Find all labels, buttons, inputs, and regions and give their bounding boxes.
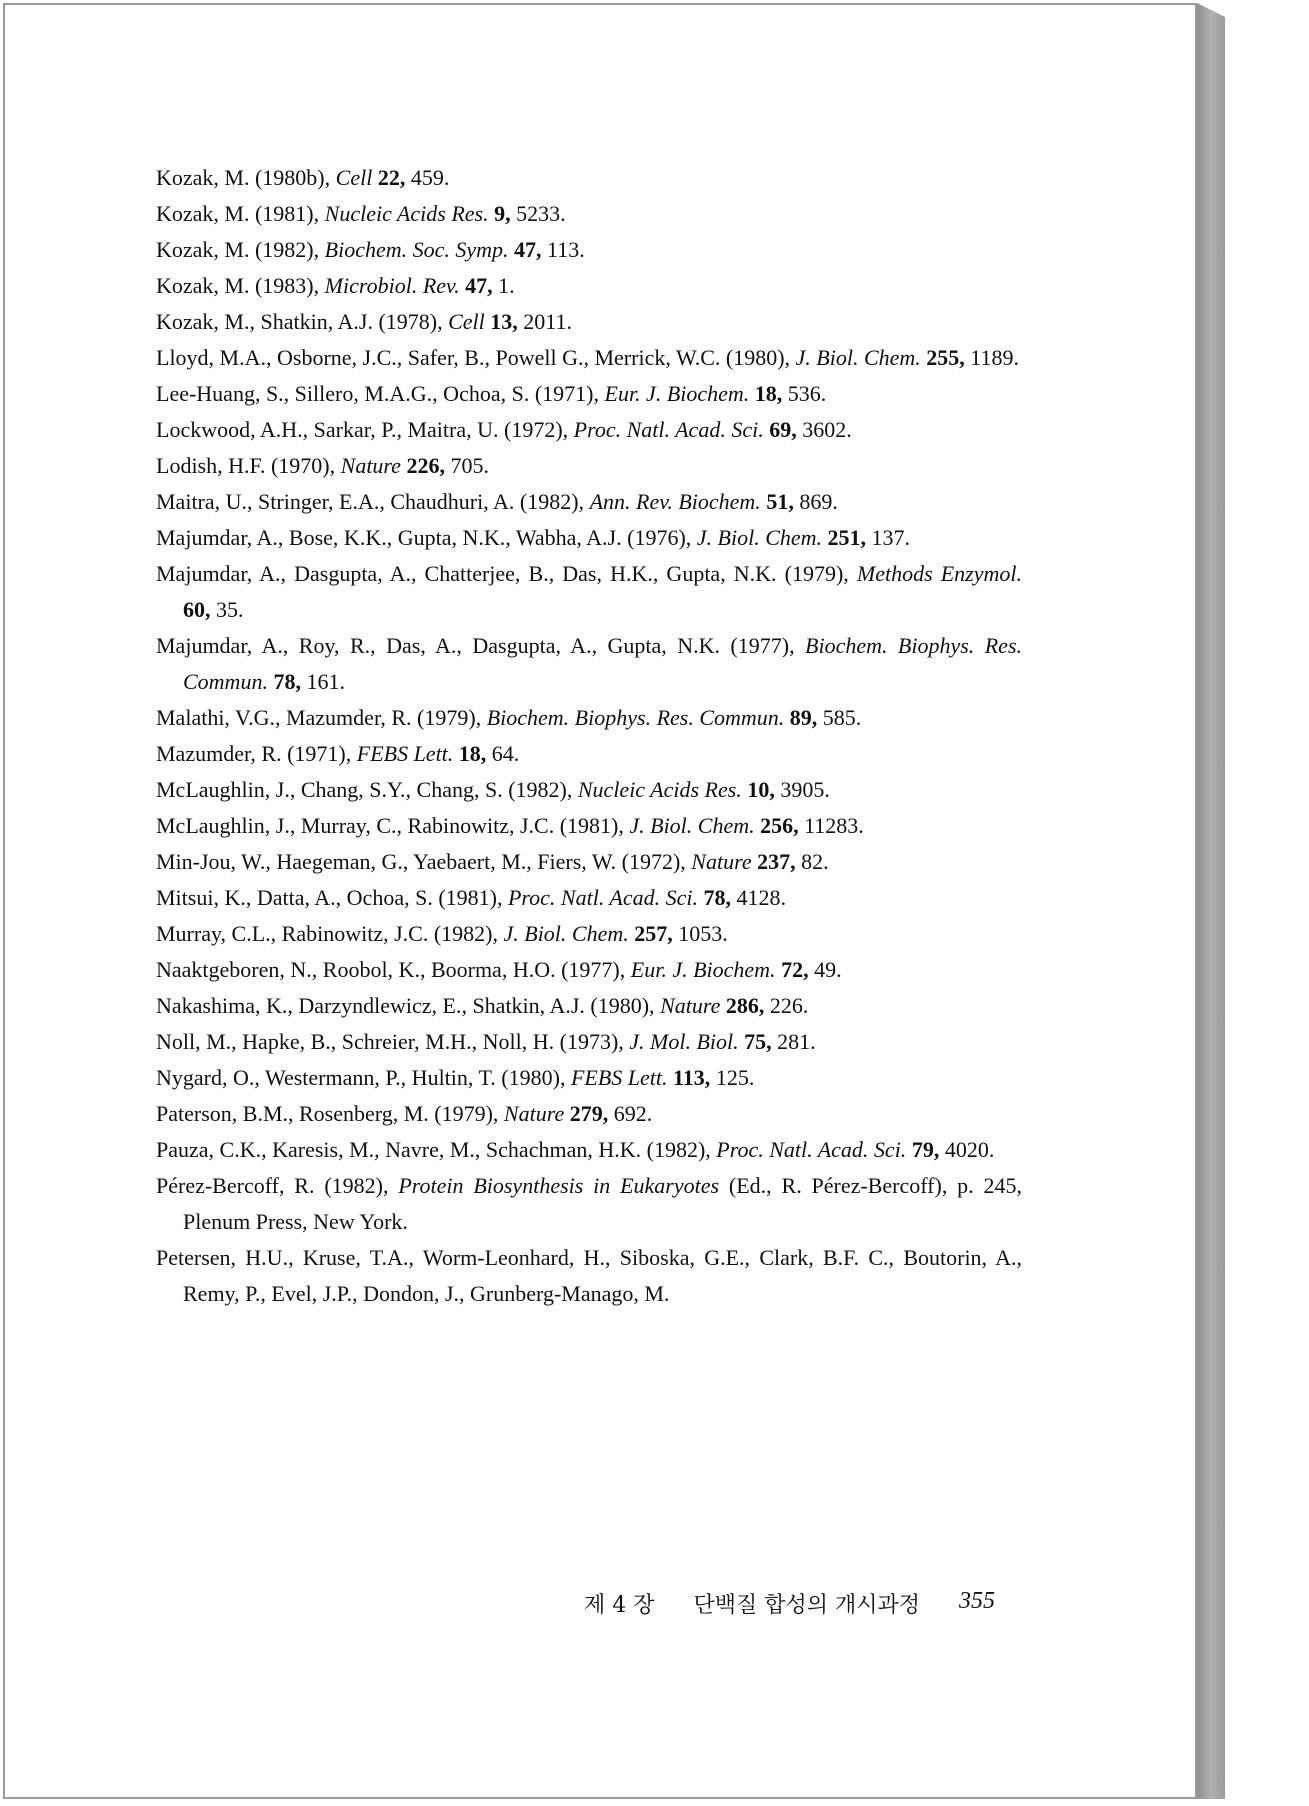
reference-volume: 47, xyxy=(514,237,542,262)
reference-journal: J. Biol. Chem. xyxy=(629,813,755,838)
reference-pages: 82. xyxy=(801,849,829,874)
reference-authors: Petersen, H.U., Kruse, T.A., Worm-Leonhard, H., Siboska, G.E., Clark, B.F. C., Boutorin, A., Remy, P., Evel, J.P., Dondon, J., Grunberg-Manago, M. xyxy=(156,1245,1022,1306)
footer-title: 단백질 합성의 개시과정 xyxy=(693,1593,920,1618)
reference-journal: Proc. Natl. Acad. Sci. xyxy=(716,1137,907,1162)
reference-entry xyxy=(156,1132,1022,1168)
reference-pages: 113. xyxy=(547,237,585,262)
reference-journal: FEBS Lett. xyxy=(356,741,454,766)
reference-pages: 226. xyxy=(769,993,809,1018)
reference-authors: Lee-Huang, S., Sillero, M.A.G., Ochoa, S. (1971), xyxy=(156,381,599,406)
reference-journal: J. Biol. Chem. xyxy=(503,921,629,946)
reference-authors: Nygard, O., Westermann, P., Hultin, T. (1980), xyxy=(156,1065,566,1090)
reference-authors: Kozak, M., Shatkin, A.J. (1978), xyxy=(156,309,443,334)
reference-journal: Eur. J. Biochem. xyxy=(604,381,750,406)
reference-authors: Lodish, H.F. (1970), xyxy=(156,453,336,478)
reference-authors: Majumdar, A., Dasgupta, A., Chatterjee, B., Das, H.K., Gupta, N.K. (1979), xyxy=(156,561,849,586)
reference-volume: 9, xyxy=(494,201,511,226)
reference-volume: 47, xyxy=(465,273,493,298)
reference-volume: 237, xyxy=(757,849,796,874)
reference-authors: McLaughlin, J., Murray, C., Rabinowitz, J.C. (1981), xyxy=(156,813,624,838)
reference-volume: 60, xyxy=(183,597,211,622)
reference-pages: 4128. xyxy=(736,885,786,910)
reference-entry xyxy=(156,880,1022,916)
reference-volume: 18, xyxy=(458,741,487,766)
reference-volume: 257, xyxy=(634,921,673,946)
reference-pages: 692. xyxy=(613,1101,653,1126)
reference-authors: Mitsui, K., Datta, A., Ochoa, S. (1981), xyxy=(156,885,503,910)
reference-volume: 22, xyxy=(377,165,406,190)
reference-pages: 35. xyxy=(216,597,244,622)
reference-entry xyxy=(156,916,1022,952)
reference-authors: Murray, C.L., Rabinowitz, J.C. (1982), xyxy=(156,921,498,946)
reference-volume: 51, xyxy=(766,489,794,514)
reference-journal: Methods Enzymol. xyxy=(856,561,1023,586)
reference-authors: Pérez-Bercoff, R. (1982), xyxy=(156,1173,389,1198)
reference-entry xyxy=(156,808,1022,844)
reference-entry xyxy=(156,1060,1022,1096)
reference-journal: Nature xyxy=(340,453,401,478)
reference-authors: Lloyd, M.A., Osborne, J.C., Safer, B., Powell G., Merrick, W.C. (1980), xyxy=(156,345,791,370)
page-number: 355 xyxy=(958,1588,995,1614)
reference-journal: Nature xyxy=(503,1101,565,1126)
page-edge-shadow xyxy=(1197,3,1225,1799)
reference-list xyxy=(156,160,1022,1312)
reference-journal: Nature xyxy=(691,849,752,874)
footer-chapter: 제 4 장 xyxy=(584,1593,655,1618)
reference-entry xyxy=(156,1240,1022,1312)
reference-entry xyxy=(156,700,1022,736)
reference-journal: J. Biol. Chem. xyxy=(795,345,921,370)
reference-authors: Kozak, M. (1981), xyxy=(156,201,320,226)
reference-authors: Kozak, M. (1983), xyxy=(156,273,320,298)
reference-authors: Min-Jou, W., Haegeman, G., Yaebaert, M., Fiers, W. (1972), xyxy=(156,849,686,874)
reference-volume: 72, xyxy=(781,957,809,982)
reference-authors: Majumdar, A., Bose, K.K., Gupta, N.K., Wabha, A.J. (1976), xyxy=(156,525,692,550)
reference-entry xyxy=(156,772,1022,808)
reference-pages: 705. xyxy=(450,453,489,478)
reference-volume: 286, xyxy=(725,993,765,1018)
reference-entry xyxy=(156,196,1022,232)
reference-pages: 64. xyxy=(491,741,520,766)
reference-entry xyxy=(156,1024,1022,1060)
reference-volume: 13, xyxy=(490,309,518,334)
reference-entry xyxy=(156,628,1022,700)
reference-volume: 255, xyxy=(926,345,965,370)
reference-journal: Proc. Natl. Acad. Sci. xyxy=(507,885,698,910)
reference-volume: 89, xyxy=(789,705,818,730)
reference-entry xyxy=(156,412,1022,448)
reference-pages: 5233. xyxy=(516,201,566,226)
reference-pages: 125. xyxy=(715,1065,755,1090)
reference-volume: 113, xyxy=(673,1065,711,1090)
reference-journal: Ann. Rev. Biochem. xyxy=(589,489,761,514)
reference-pages: 49. xyxy=(814,957,842,982)
reference-volume: 18, xyxy=(754,381,783,406)
reference-volume: 79, xyxy=(911,1137,940,1162)
reference-authors: Majumdar, A., Roy, R., Das, A., Dasgupta, A., Gupta, N.K. (1977), xyxy=(156,633,795,658)
reference-entry xyxy=(156,376,1022,412)
reference-volume: 78, xyxy=(273,669,301,694)
reference-journal: Microbiol. Rev. xyxy=(324,273,460,298)
reference-volume: 251, xyxy=(827,525,867,550)
reference-journal: Biochem. Biophys. Res. Commun. xyxy=(183,633,1022,694)
reference-pages: 869. xyxy=(799,489,838,514)
reference-journal: Protein Biosynthesis in Eukaryotes xyxy=(398,1173,720,1198)
reference-journal: J. Biol. Chem. xyxy=(696,525,823,550)
reference-authors: Mazumder, R. (1971), xyxy=(156,741,352,766)
reference-authors: Kozak, M. (1980b), xyxy=(156,165,331,190)
reference-entry xyxy=(156,160,1022,196)
reference-volume: 75, xyxy=(744,1029,772,1054)
reference-pages: 459. xyxy=(410,165,450,190)
reference-pages: 3602. xyxy=(802,417,852,442)
reference-volume: 279, xyxy=(569,1101,609,1126)
reference-authors: McLaughlin, J., Chang, S.Y., Chang, S. (1982), xyxy=(156,777,573,802)
reference-pages: 2011. xyxy=(523,309,572,334)
reference-entry xyxy=(156,952,1022,988)
reference-entry xyxy=(156,340,1022,376)
reference-journal: Eur. J. Biochem. xyxy=(630,957,776,982)
reference-journal: Biochem. Soc. Symp. xyxy=(324,237,509,262)
reference-pages: 137. xyxy=(871,525,911,550)
reference-entry xyxy=(156,844,1022,880)
reference-entry xyxy=(156,232,1022,268)
reference-volume: 69, xyxy=(769,417,797,442)
reference-entry xyxy=(156,988,1022,1024)
reference-journal: Cell xyxy=(335,165,373,190)
reference-entry xyxy=(156,520,1022,556)
reference-volume: 78, xyxy=(703,885,731,910)
reference-pages: 4020. xyxy=(944,1137,995,1162)
reference-pages: 536. xyxy=(787,381,827,406)
reference-pages: 281. xyxy=(777,1029,816,1054)
reference-pages: 585. xyxy=(822,705,862,730)
reference-pages: 3905. xyxy=(780,777,830,802)
reference-journal: J. Mol. Biol. xyxy=(629,1029,739,1054)
reference-authors: Paterson, B.M., Rosenberg, M. (1979), xyxy=(156,1101,499,1126)
reference-authors: Maitra, U., Stringer, E.A., Chaudhuri, A. (1982), xyxy=(156,489,585,514)
page-footer xyxy=(584,1588,995,1619)
reference-authors: Kozak, M. (1982), xyxy=(156,237,320,262)
reference-authors: Naaktgeboren, N., Roobol, K., Boorma, H.O. (1977), xyxy=(156,957,626,982)
reference-volume: 226, xyxy=(406,453,445,478)
reference-journal: Biochem. Biophys. Res. Commun. xyxy=(486,705,785,730)
reference-entry xyxy=(156,736,1022,772)
reference-journal: Cell xyxy=(448,309,485,334)
reference-journal: Nucleic Acids Res. xyxy=(324,201,489,226)
reference-entry xyxy=(156,484,1022,520)
reference-entry xyxy=(156,556,1022,628)
reference-journal: Nature xyxy=(660,993,721,1018)
reference-volume: 256, xyxy=(760,813,799,838)
reference-journal: FEBS Lett. xyxy=(570,1065,668,1090)
reference-authors: Nakashima, K., Darzyndlewicz, E., Shatkin, A.J. (1980), xyxy=(156,993,655,1018)
reference-pages: 1189. xyxy=(970,345,1019,370)
reference-authors: Pauza, C.K., Karesis, M., Navre, M., Schachman, H.K. (1982), xyxy=(156,1137,711,1162)
reference-pages: (Ed., R. Pérez-Bercoff), p. 245, Plenum Press, New York. xyxy=(183,1173,1023,1234)
reference-entry xyxy=(156,448,1022,484)
reference-authors: Lockwood, A.H., Sarkar, P., Maitra, U. (1972), xyxy=(156,417,569,442)
reference-entry xyxy=(156,1168,1022,1240)
reference-authors: Noll, M., Hapke, B., Schreier, M.H., Noll, H. (1973), xyxy=(156,1029,624,1054)
reference-entry xyxy=(156,268,1022,304)
reference-pages: 161. xyxy=(306,669,345,694)
reference-authors: Malathi, V.G., Mazumder, R. (1979), xyxy=(156,705,482,730)
reference-pages: 11283. xyxy=(804,813,864,838)
reference-pages: 1053. xyxy=(678,921,728,946)
reference-journal: Proc. Natl. Acad. Sci. xyxy=(573,417,764,442)
reference-volume: 10, xyxy=(747,777,775,802)
reference-journal: Nucleic Acids Res. xyxy=(577,777,742,802)
reference-pages: 1. xyxy=(498,273,515,298)
reference-entry xyxy=(156,304,1022,340)
reference-entry xyxy=(156,1096,1022,1132)
